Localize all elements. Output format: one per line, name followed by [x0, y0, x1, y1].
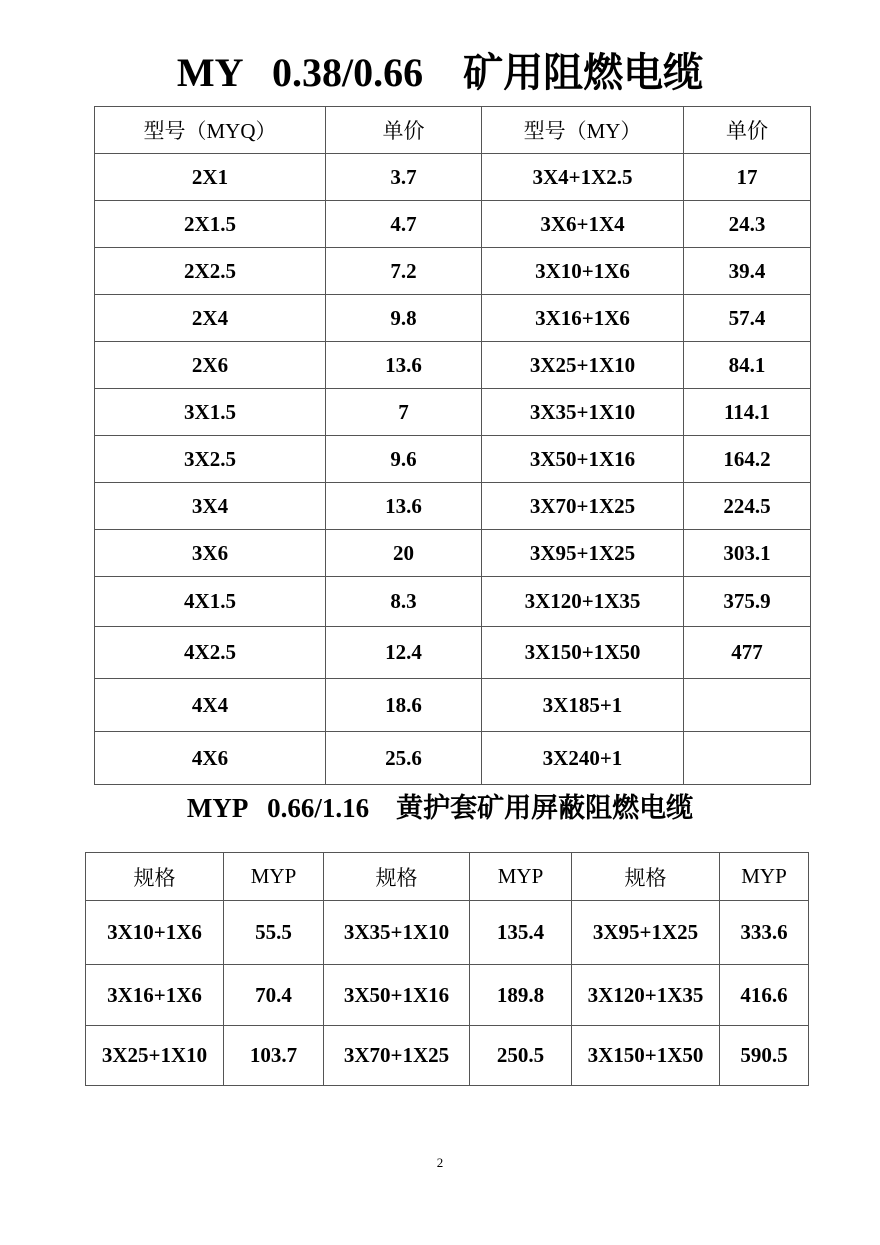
column-header: 规格: [324, 853, 470, 901]
table-cell: 12.4: [326, 627, 482, 679]
table-cell: 2X2.5: [95, 248, 326, 295]
column-header: 型号（MY）: [482, 107, 684, 154]
table-cell: 4X6: [95, 732, 326, 785]
column-header: 型号（MYQ）: [95, 107, 326, 154]
table-cell: 3X240+1: [482, 732, 684, 785]
page-number: 2: [436, 1155, 444, 1170]
table-cell: 3X150+1X50: [482, 627, 684, 679]
table-cell: 2X6: [95, 342, 326, 389]
table-cell: 3X95+1X25: [482, 530, 684, 577]
table-cell: 3X50+1X16: [482, 436, 684, 483]
table-cell: 416.6: [720, 965, 809, 1026]
table-cell: 250.5: [470, 1026, 572, 1086]
table-cell: 18.6: [326, 679, 482, 732]
table-row: [95, 732, 811, 785]
table-cell: 3X10+1X6: [482, 248, 684, 295]
table-cell: 3X16+1X6: [86, 965, 224, 1026]
table-cell: 39.4: [684, 248, 811, 295]
table-cell: 20: [326, 530, 482, 577]
column-header: 规格: [572, 853, 720, 901]
table-cell: 4X2.5: [95, 627, 326, 679]
table-cell: 3X185+1: [482, 679, 684, 732]
table-row: [95, 436, 811, 483]
table-cell: 303.1: [684, 530, 811, 577]
table-row: [86, 1026, 809, 1086]
table-cell: 4.7: [326, 201, 482, 248]
table-cell: 3X120+1X35: [482, 577, 684, 627]
table-cell: 55.5: [224, 901, 324, 965]
table-cell: 135.4: [470, 901, 572, 965]
table-cell: 477: [684, 627, 811, 679]
table-cell: 84.1: [684, 342, 811, 389]
table-row: [86, 901, 809, 965]
table-cell: 4X4: [95, 679, 326, 732]
table-cell: 164.2: [684, 436, 811, 483]
column-header: 规格: [86, 853, 224, 901]
table-cell: 3X4+1X2.5: [482, 154, 684, 201]
table-cell: 2X1.5: [95, 201, 326, 248]
table-cell: 3X70+1X25: [482, 483, 684, 530]
table-cell: 13.6: [326, 483, 482, 530]
table-cell: 3X6+1X4: [482, 201, 684, 248]
my-price-table: [94, 106, 811, 785]
table-cell: [684, 732, 811, 785]
table-cell: 25.6: [326, 732, 482, 785]
table-cell: 9.8: [326, 295, 482, 342]
table-row: [95, 679, 811, 732]
table-cell: 3X25+1X10: [86, 1026, 224, 1086]
column-header: 单价: [326, 107, 482, 154]
table-cell: 3X120+1X35: [572, 965, 720, 1026]
table-row: [95, 577, 811, 627]
table-cell: 2X1: [95, 154, 326, 201]
table-row: [95, 342, 811, 389]
column-header: MYP: [720, 853, 809, 901]
table-cell: 114.1: [684, 389, 811, 436]
table-header-row: [86, 853, 809, 901]
column-header: MYP: [224, 853, 324, 901]
table-row: [95, 248, 811, 295]
table-cell: 3.7: [326, 154, 482, 201]
table-cell: 103.7: [224, 1026, 324, 1086]
table-cell: 3X95+1X25: [572, 901, 720, 965]
table-cell: 3X4: [95, 483, 326, 530]
table-cell: 3X10+1X6: [86, 901, 224, 965]
table-cell: 57.4: [684, 295, 811, 342]
table-row: [86, 965, 809, 1026]
table-cell: 224.5: [684, 483, 811, 530]
page-title-myp: MYP 0.66/1.16 黄护套矿用屏蔽阻燃电缆: [186, 793, 694, 823]
table-cell: 3X70+1X25: [324, 1026, 470, 1086]
table-cell: 7.2: [326, 248, 482, 295]
table-row: [95, 627, 811, 679]
myp-price-table: [85, 852, 809, 1086]
table-cell: 2X4: [95, 295, 326, 342]
table-cell: 24.3: [684, 201, 811, 248]
table-cell: 3X35+1X10: [482, 389, 684, 436]
table-cell: 3X50+1X16: [324, 965, 470, 1026]
table-row: [95, 389, 811, 436]
table-cell: 3X1.5: [95, 389, 326, 436]
table-row: [95, 154, 811, 201]
table-cell: 9.6: [326, 436, 482, 483]
table-cell: 4X1.5: [95, 577, 326, 627]
table-cell: 17: [684, 154, 811, 201]
table-cell: 3X25+1X10: [482, 342, 684, 389]
table-cell: 3X16+1X6: [482, 295, 684, 342]
table-cell: 590.5: [720, 1026, 809, 1086]
table-row: [95, 483, 811, 530]
table-cell: 3X35+1X10: [324, 901, 470, 965]
table-cell: 13.6: [326, 342, 482, 389]
page-title-my: MY 0.38/0.66 矿用阻燃电缆: [176, 50, 704, 95]
table-cell: 7: [326, 389, 482, 436]
table-cell: [684, 679, 811, 732]
table-cell: 375.9: [684, 577, 811, 627]
table-cell: 70.4: [224, 965, 324, 1026]
table-header-row: [95, 107, 811, 154]
table-cell: 333.6: [720, 901, 809, 965]
table-cell: 3X6: [95, 530, 326, 577]
column-header: MYP: [470, 853, 572, 901]
table-row: [95, 295, 811, 342]
table-cell: 3X2.5: [95, 436, 326, 483]
table-cell: 8.3: [326, 577, 482, 627]
table-row: [95, 201, 811, 248]
column-header: 单价: [684, 107, 811, 154]
table-cell: 189.8: [470, 965, 572, 1026]
table-cell: 3X150+1X50: [572, 1026, 720, 1086]
table-row: [95, 530, 811, 577]
